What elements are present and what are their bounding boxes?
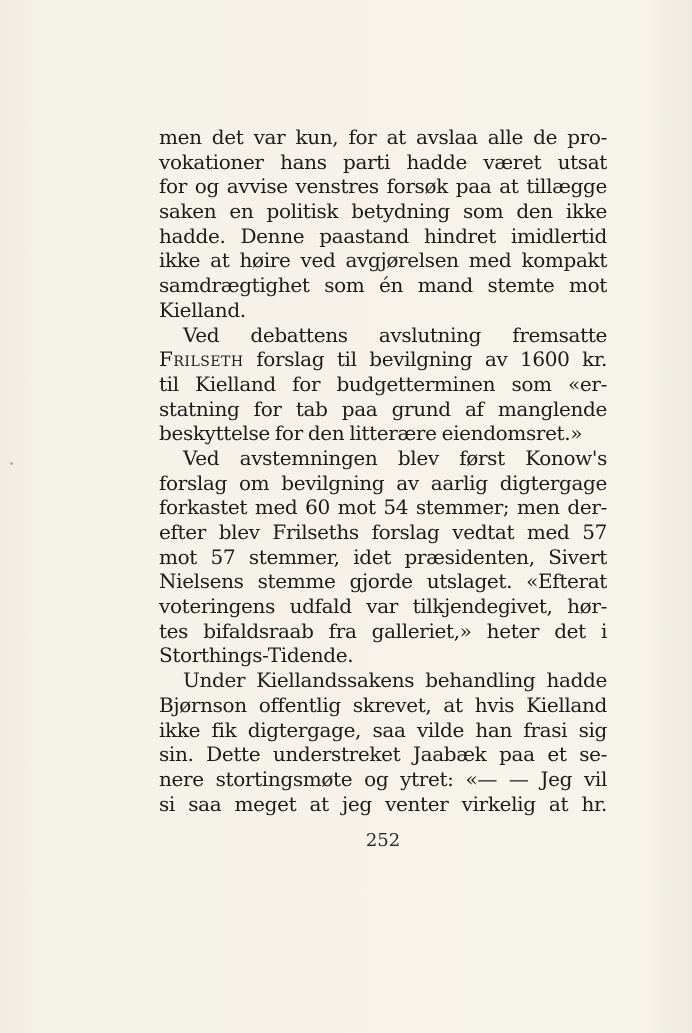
text-line: efter blev Frilseths forslag vedtat med 57 xyxy=(159,520,607,544)
margin-mark xyxy=(10,462,13,465)
text-line-rest: forslag til bevilgning av 1600 kr. xyxy=(256,347,607,372)
text-line: Storthings-Tidende. xyxy=(159,643,354,668)
text-line: ikke fik digtergage, saa vilde han frasi sig xyxy=(159,717,607,742)
text-line: Kielland. xyxy=(159,297,246,322)
text-line: si saa meget at jeg venter virkelig at hr. xyxy=(159,791,607,816)
text-line: nere stortingsmøte og ytret: «— — Jeg vil xyxy=(159,766,607,791)
text-line: mot 57 stemmer, idet præsidenten, Sivert xyxy=(159,544,607,569)
body-text xyxy=(159,125,607,816)
text-line: ikke at høire ved avgjørelsen med kompakt xyxy=(159,248,607,273)
text-line: beskyttelse for den litterære eiendomsret.» xyxy=(159,421,583,446)
text-line: saken en politisk betydning som den ikke xyxy=(159,199,607,224)
text-line: statning for tab paa grund af manglende xyxy=(159,396,607,421)
smallcaps-name: Frilseth xyxy=(159,347,244,372)
text-line: tes bifaldsraab fra galleriet,» heter det i xyxy=(159,618,607,643)
text-line: Ved debattens avslutning fremsatte xyxy=(183,322,607,347)
text-line: vokationer hans parti hadde været utsat xyxy=(159,149,607,174)
text-line: samdrægtighet som én mand stemte mot xyxy=(159,273,607,298)
page-number: 252 xyxy=(365,830,401,851)
text-line: Under Kiellandssakens behandling hadde xyxy=(183,668,607,693)
text-line: forkastet med 60 mot 54 stemmer; men der- xyxy=(159,495,607,520)
text-line: Ved avstemningen blev først Konow's xyxy=(183,445,607,470)
text-line: sin. Dette understreket Jaabæk paa et se- xyxy=(159,742,607,767)
text-line: Bjørnson offentlig skrevet, at hvis Kielland xyxy=(159,692,607,717)
text-line: men det var kun, for at avslaa alle de pro- xyxy=(159,125,607,149)
text-line: Nielsens stemme gjorde utslaget. «Efterat xyxy=(159,569,607,594)
text-line: hadde. Denne paastand hindret imidlertid xyxy=(159,223,607,248)
text-line: til Kielland for budgetterminen som «er- xyxy=(159,371,607,396)
text-line: forslag om bevilgning av aarlig digtergage xyxy=(159,470,607,495)
text-line: voteringens udfald var tilkjendegivet, hør- xyxy=(159,594,607,619)
text-line xyxy=(159,347,607,372)
text-line: for og avvise venstres forsøk paa at tillægge xyxy=(159,174,607,199)
